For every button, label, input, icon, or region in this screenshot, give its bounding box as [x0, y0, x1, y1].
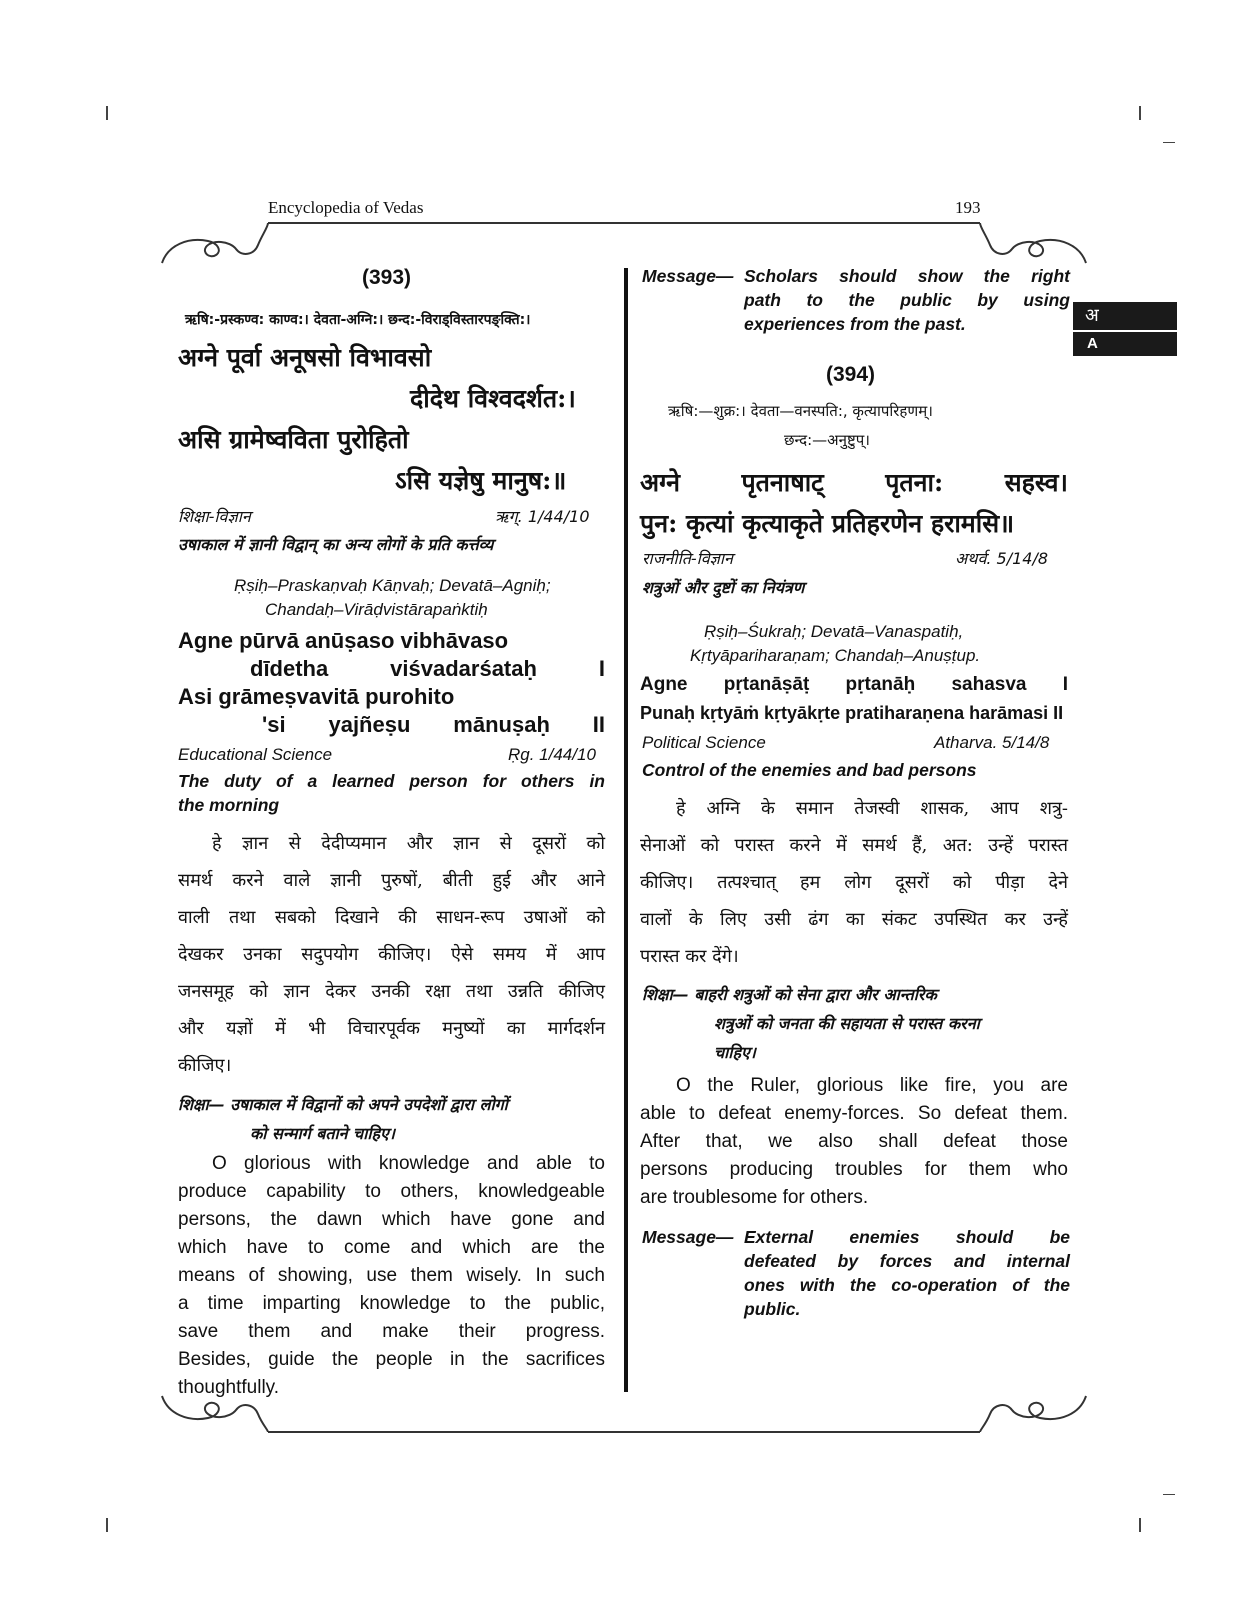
hindi-paragraph-line: सेनाओं को परास्त करने में समर्थ हैं, अत: उन्हें परास्त — [640, 835, 1068, 856]
reference-english: Atharva. 5/14/8 — [934, 733, 1050, 752]
bottom-ornament-divider — [158, 1392, 1090, 1442]
transliteration-line: Agne pṛtanāṣāṭ pṛtanāḥ sahasva I — [640, 674, 1068, 695]
hindi-paragraph-line: वालों के लिए उसी ढंग का संकट उपस्थित कर उन्हें — [640, 909, 1068, 930]
page-number: 193 — [955, 198, 981, 217]
topic-hindi: उषाकाल में ज्ञानी विद्वान् का अन्य लोगों के प्रति कर्त्तव्य — [178, 535, 494, 554]
shiksha-note: शत्रुओं को जनता की सहायता से परास्त करना — [714, 1014, 980, 1033]
thumb-tab-latin: A — [1073, 330, 1177, 356]
mantra-line: अग्ने पृतनाषाट् पृतना: सहस्व। — [640, 468, 1068, 497]
message-label: Message— — [642, 1227, 734, 1247]
english-paragraph-line: which have to come and which are the — [178, 1237, 605, 1258]
mantra-line: ऽसि यज्ञेषु मानुष:॥ — [395, 466, 567, 495]
subject-english: Educational Science — [178, 745, 333, 764]
topic-hindi: शत्रुओं और दुष्टों का नियंत्रण — [642, 578, 805, 597]
verse-meta-line: ऋषि:—शुक्र:। देवता—वनस्पति:, कृत्यापरिहणम्। — [668, 402, 933, 420]
message-label: Message— — [642, 266, 734, 286]
verse-number: (393) — [362, 266, 412, 289]
english-paragraph-line: produce capability to others, knowledgeable — [178, 1181, 605, 1202]
shiksha-note: को सन्मार्ग बताने चाहिए। — [250, 1124, 395, 1143]
crop-mark — [1139, 1518, 1141, 1532]
subject-hindi: शिक्षा-विज्ञान — [178, 507, 251, 526]
message-line: defeated by forces and internal — [744, 1251, 1070, 1271]
english-paragraph-line: able to defeat enemy-forces. So defeat them. — [640, 1103, 1068, 1124]
transliteration-line: 'si yajñeṣu mānuṣaḥ II — [262, 712, 605, 737]
shiksha-note: चाहिए। — [714, 1043, 756, 1062]
mantra-line: दीदेथ विश्वदर्शत:। — [410, 384, 576, 413]
top-ornament-divider — [158, 215, 1090, 270]
crop-mark — [1163, 1494, 1175, 1495]
attribution-line: Chandaḥ–Virāḍvistārapaṅktiḥ — [265, 600, 488, 619]
message-line: External enemies should be — [744, 1227, 1070, 1247]
book-title: Encyclopedia of Vedas — [268, 198, 424, 217]
topic-english: the morning — [178, 795, 280, 815]
english-paragraph-line: persons producing troubles for them who — [640, 1159, 1068, 1180]
transliteration-line: dīdetha viśvadarśataḥ I — [250, 656, 605, 681]
subject-hindi: राजनीति-विज्ञान — [642, 549, 733, 568]
hindi-paragraph-line: समर्थ करने वाले ज्ञानी पुरुषों, बीती हुई और आने — [178, 870, 605, 891]
english-paragraph-line: thoughtfully. — [178, 1377, 280, 1398]
english-paragraph-line: persons, the dawn which have gone and — [178, 1209, 605, 1230]
topic-english: The duty of a learned person for others in — [178, 771, 605, 791]
crop-mark — [106, 106, 108, 120]
english-paragraph-line: O the Ruler, glorious like fire, you are — [676, 1075, 1068, 1096]
transliteration-line: Asi grāmeṣvavitā purohito — [178, 684, 455, 709]
hindi-paragraph-line: कीजिए। तत्पश्चात् हम लोग दूसरों को पीड़ा देने — [640, 872, 1068, 893]
transliteration-line: Punaḥ kṛtyāṁ kṛtyākṛte pratiharaṇena harāmasi II — [640, 703, 1064, 723]
attribution-line: Kṛtyāpariharaṇam; Chandaḥ–Anuṣṭup. — [690, 646, 981, 665]
topic-english: Control of the enemies and bad persons — [642, 760, 977, 780]
message-line: public. — [744, 1299, 801, 1319]
hindi-paragraph-line: हे अग्नि के समान तेजस्वी शासक, आप शत्रु- — [676, 798, 1068, 819]
verse-meta-line: ऋषि:-प्रस्कण्व: काण्व:। देवता-अग्नि:। छन्द:-विराड्विस्तारपङ्क्ति:। — [185, 312, 531, 328]
mantra-line: पुन: कृत्यां कृत्याकृते प्रतिहरणेन हरामसि॥ — [640, 509, 1015, 538]
crop-mark — [1139, 106, 1141, 120]
english-paragraph-line: a time imparting knowledge to the public, — [178, 1293, 605, 1314]
english-paragraph-line: Besides, guide the people in the sacrifices — [178, 1349, 605, 1370]
mantra-line: अग्ने पूर्वा अनूषसो विभावसो — [178, 343, 432, 372]
message-line: Scholars should show the right — [744, 266, 1070, 286]
crop-mark — [1163, 142, 1175, 143]
english-paragraph-line: save them and make their progress. — [178, 1321, 605, 1342]
english-paragraph-line: After that, we also shall defeat those — [640, 1131, 1068, 1152]
hindi-paragraph-line: वाली तथा सबको दिखाने की साधन-रूप उषाओं को — [178, 907, 605, 928]
verse-number: (394) — [826, 363, 876, 386]
attribution-line: Ṛṣiḥ–Śukraḥ; Devatā–Vanaspatiḥ, — [704, 622, 964, 641]
hindi-paragraph-line: हे ज्ञान से देदीप्यमान और ज्ञान से दूसरों को — [212, 833, 605, 854]
shiksha-note: शिक्षा— उषाकाल में विद्वानों को अपने उपदेशों द्वारा लोगों — [178, 1095, 508, 1114]
mantra-line: असि ग्रामेष्वविता पुरोहितो — [178, 425, 409, 454]
message-line: path to the public by using — [744, 290, 1070, 310]
reference-english: Ṛg. 1/44/10 — [508, 745, 596, 764]
english-paragraph-line: means of showing, use them wisely. In such — [178, 1265, 605, 1286]
message-line: ones with the co-operation of the — [744, 1275, 1070, 1295]
crop-mark — [106, 1518, 108, 1532]
hindi-paragraph-line: जनसमूह को ज्ञान देकर उनकी रक्षा तथा उन्नति कीजिए — [178, 981, 605, 1002]
transliteration-line: Agne pūrvā anūṣaso vibhāvaso — [178, 628, 509, 653]
subject-english: Political Science — [642, 733, 766, 752]
shiksha-note: शिक्षा— बाहरी शत्रुओं को सेना द्वारा और आन्तरिक — [642, 985, 937, 1004]
hindi-paragraph-line: कीजिए। — [178, 1055, 232, 1076]
english-paragraph-line: O glorious with knowledge and able to — [212, 1153, 605, 1174]
hindi-paragraph-line: देखकर उनका सदुपयोग कीजिए। ऐसे समय में आप — [178, 944, 605, 965]
verse-meta-line: छन्द:—अनुष्टुप्। — [784, 431, 870, 449]
hindi-paragraph-line: परास्त कर देंगे। — [640, 946, 739, 967]
reference-hindi: ऋग्. 1/44/10 — [495, 507, 590, 526]
hindi-paragraph-line: और यज्ञों में भी विचारपूर्वक मनुष्यों का मार्गदर्शन — [178, 1018, 605, 1039]
reference-hindi: अथर्व. 5/14/8 — [955, 549, 1049, 568]
attribution-line: Ṛṣiḥ–Praskaṇvaḥ Kāṇvaḥ; Devatā–Agniḥ; — [234, 576, 551, 595]
message-line: experiences from the past. — [744, 314, 966, 334]
thumb-tab-hindi: अ — [1073, 302, 1177, 330]
column-divider — [624, 268, 628, 1392]
english-paragraph-line: are troublesome for others. — [640, 1187, 869, 1208]
